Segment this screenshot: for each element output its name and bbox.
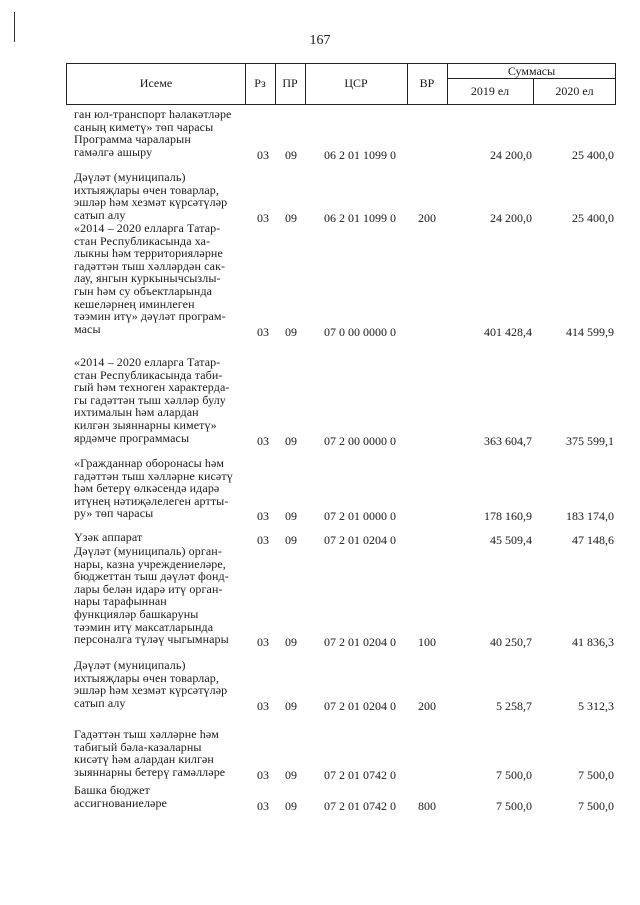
cell-y2020: 41 836,3 (572, 635, 614, 650)
cell-y2019: 24 200,0 (490, 147, 532, 162)
row-description (74, 545, 244, 646)
cell-vr: 800 (418, 798, 436, 813)
row-description (74, 133, 244, 158)
description-line: «Гражданнар оборонасы һәм (74, 456, 225, 470)
description-line: персоналга түләү чыгымнары (74, 632, 229, 647)
cell-csr: 07 2 01 0204 0 (324, 533, 396, 547)
cell-pr: 09 (285, 324, 297, 339)
cell-y2020: 375 599,1 (566, 433, 614, 448)
description-line: ган юл-транспорт һәлакәтләре (74, 107, 232, 121)
cell-vr: 200 (418, 210, 436, 225)
description-line: нары тарафыннан (74, 594, 167, 609)
cell-y2019: 363 604,7 (484, 433, 532, 448)
cell-y2019: 7 500,0 (496, 767, 532, 782)
description-line: «2014 – 2020 елларга Татар- (74, 221, 221, 235)
cell-y2020: 414 599,9 (566, 324, 614, 339)
description-line: кисәтү һәм алардан килгән (74, 752, 214, 767)
cell-rz: 03 (257, 433, 269, 448)
header-csr: ЦСР (344, 76, 368, 90)
description-line: саның киметү» төп чарасы (74, 119, 214, 134)
description-line: Үзәк аппарат (74, 530, 143, 544)
cell-pr: 09 (285, 767, 297, 782)
cell-vr: 200 (418, 698, 436, 713)
cell-rz: 03 (257, 767, 269, 782)
scan-artifact (14, 12, 15, 42)
description-line: килгән зыяннарны киметү» (74, 417, 217, 432)
cell-rz: 03 (257, 798, 269, 813)
cell-y2019: 7 500,0 (496, 798, 532, 813)
description-line: ассигнованиеләре (74, 795, 167, 810)
header-sums: Суммасы (507, 64, 556, 78)
description-line: һәм бетерү өлкәсендә идарә (74, 481, 220, 496)
cell-y2020: 7 500,0 (578, 798, 614, 813)
cell-y2019: 178 160,9 (484, 509, 532, 524)
row-description (74, 457, 244, 520)
cell-rz: 03 (257, 698, 269, 713)
cell-pr: 09 (285, 433, 297, 448)
description-line: зыяннарны бетерү гамәлләре (74, 764, 226, 779)
cell-y2020: 7 500,0 (578, 767, 614, 782)
cell-pr: 09 (285, 210, 297, 225)
description-line: итүнең нәтиҗәлелеген артты- (74, 493, 229, 508)
description-line: гадәттән тыш хәлләрне кисәтү (74, 468, 233, 483)
description-line: Дәүләт (муниципаль) орган- (74, 544, 222, 558)
row-description (74, 356, 244, 444)
header-name: Исеме (139, 76, 173, 90)
description-line: лары белән идарә итү орган- (74, 581, 223, 596)
row-description (74, 108, 244, 133)
page-number: 167 (309, 33, 331, 48)
cell-csr: 07 2 00 0000 0 (324, 433, 396, 448)
cell-y2019: 5 258,7 (496, 698, 532, 713)
description-line: гы гадәттән тыш хәлләр булу (74, 392, 226, 407)
row-description (74, 171, 244, 221)
table-header (66, 63, 616, 105)
row-description (74, 659, 244, 709)
description-line: гын һәм су объектларында (74, 283, 213, 298)
cell-pr: 09 (285, 635, 297, 650)
cell-csr: 07 2 01 0204 0 (324, 698, 396, 713)
row-description (74, 728, 244, 778)
description-line: ихтыяҗлары өчен товарлар, (74, 670, 219, 685)
cell-y2020: 5 312,3 (578, 698, 614, 713)
cell-rz: 03 (257, 147, 269, 162)
description-line: кешеләрнең иминлеген (74, 296, 195, 311)
cell-rz: 03 (257, 324, 269, 339)
cell-pr: 09 (285, 798, 297, 813)
description-line: Башка бюджет (74, 783, 150, 797)
cell-y2019: 24 200,0 (490, 210, 532, 225)
row-description (74, 222, 244, 335)
description-line: эшләр һәм хезмәт күрсәтүләр (74, 683, 228, 698)
description-line: табигый бәла-казаларны (74, 739, 202, 754)
description-line: масы (74, 321, 101, 336)
description-line: лау, янгын куркынычсызлы- (74, 271, 221, 286)
description-line: Дәүләт (муниципаль) (74, 170, 186, 184)
description-line: бюджеттан тыш дәүләт фонд- (74, 569, 229, 584)
header-pr: ПР (282, 76, 298, 90)
cell-y2020: 25 400,0 (572, 147, 614, 162)
cell-csr: 07 0 00 0000 0 (324, 324, 396, 339)
description-line: сатып алу (74, 695, 126, 710)
cell-csr: 07 2 01 0742 0 (324, 798, 396, 813)
description-line: гадәттән тыш хәлләрдән сак- (74, 258, 226, 273)
cell-y2020: 47 148,6 (572, 533, 614, 547)
description-line: гый һәм техноген характерда- (74, 380, 230, 395)
description-line: ихтималын һәм алардан (74, 405, 199, 420)
description-line: лыкны һәм территорияләрне (74, 246, 223, 261)
cell-y2019: 40 250,7 (490, 635, 532, 650)
description-line: гамәлгә ашыру (74, 144, 153, 159)
header-year-2020: 2020 ел (555, 84, 594, 98)
cell-y2019: 45 509,4 (490, 533, 532, 547)
cell-y2020: 183 174,0 (566, 509, 614, 524)
row-description (74, 531, 244, 544)
cell-rz: 03 (257, 533, 269, 547)
cell-csr: 06 2 01 1099 0 (324, 210, 396, 225)
description-line: стан Республикасында ха- (74, 233, 211, 248)
description-line: функцияләр башкаруны (74, 606, 199, 621)
cell-pr: 09 (285, 533, 297, 547)
description-line: ру» төп чарасы (74, 506, 154, 521)
header-year-2019: 2019 ел (470, 84, 510, 98)
description-line: ихтыяҗлары өчен товарлар, (74, 182, 219, 197)
cell-y2020: 25 400,0 (572, 210, 614, 225)
cell-rz: 03 (257, 509, 269, 524)
cell-y2019: 401 428,4 (484, 324, 532, 339)
description-line: Дәүләт (муниципаль) (74, 658, 186, 672)
description-line: ярдәмче программасы (74, 430, 190, 445)
cell-csr: 07 2 01 0742 0 (324, 767, 396, 782)
cell-pr: 09 (285, 147, 297, 162)
cell-csr: 07 2 01 0000 0 (324, 509, 396, 524)
header-rz: Рз (254, 76, 266, 90)
cell-vr: 100 (418, 635, 436, 650)
cell-csr: 06 2 01 1099 0 (324, 147, 396, 162)
description-line: тәэмин итү максатларында (74, 619, 214, 634)
cell-csr: 07 2 01 0204 0 (324, 635, 396, 650)
description-line: Программа чараларын (74, 132, 191, 146)
description-line: эшләр һәм хезмәт күрсәтүләр (74, 195, 228, 210)
header-vr: ВР (419, 76, 435, 90)
cell-pr: 09 (285, 509, 297, 524)
description-line: нары, казна учреждениеләре, (74, 556, 226, 571)
description-line: «2014 – 2020 елларга Татар- (74, 355, 221, 369)
description-line: тәэмин итү» дәүләт програм- (74, 309, 226, 324)
row-description (74, 784, 244, 809)
cell-rz: 03 (257, 635, 269, 650)
description-line: сатып алу (74, 207, 126, 222)
description-line: стан Республикасында таби- (74, 367, 223, 382)
description-line: Гадәттән тыш хәлләрне һәм (74, 727, 219, 741)
cell-pr: 09 (285, 698, 297, 713)
cell-rz: 03 (257, 210, 269, 225)
